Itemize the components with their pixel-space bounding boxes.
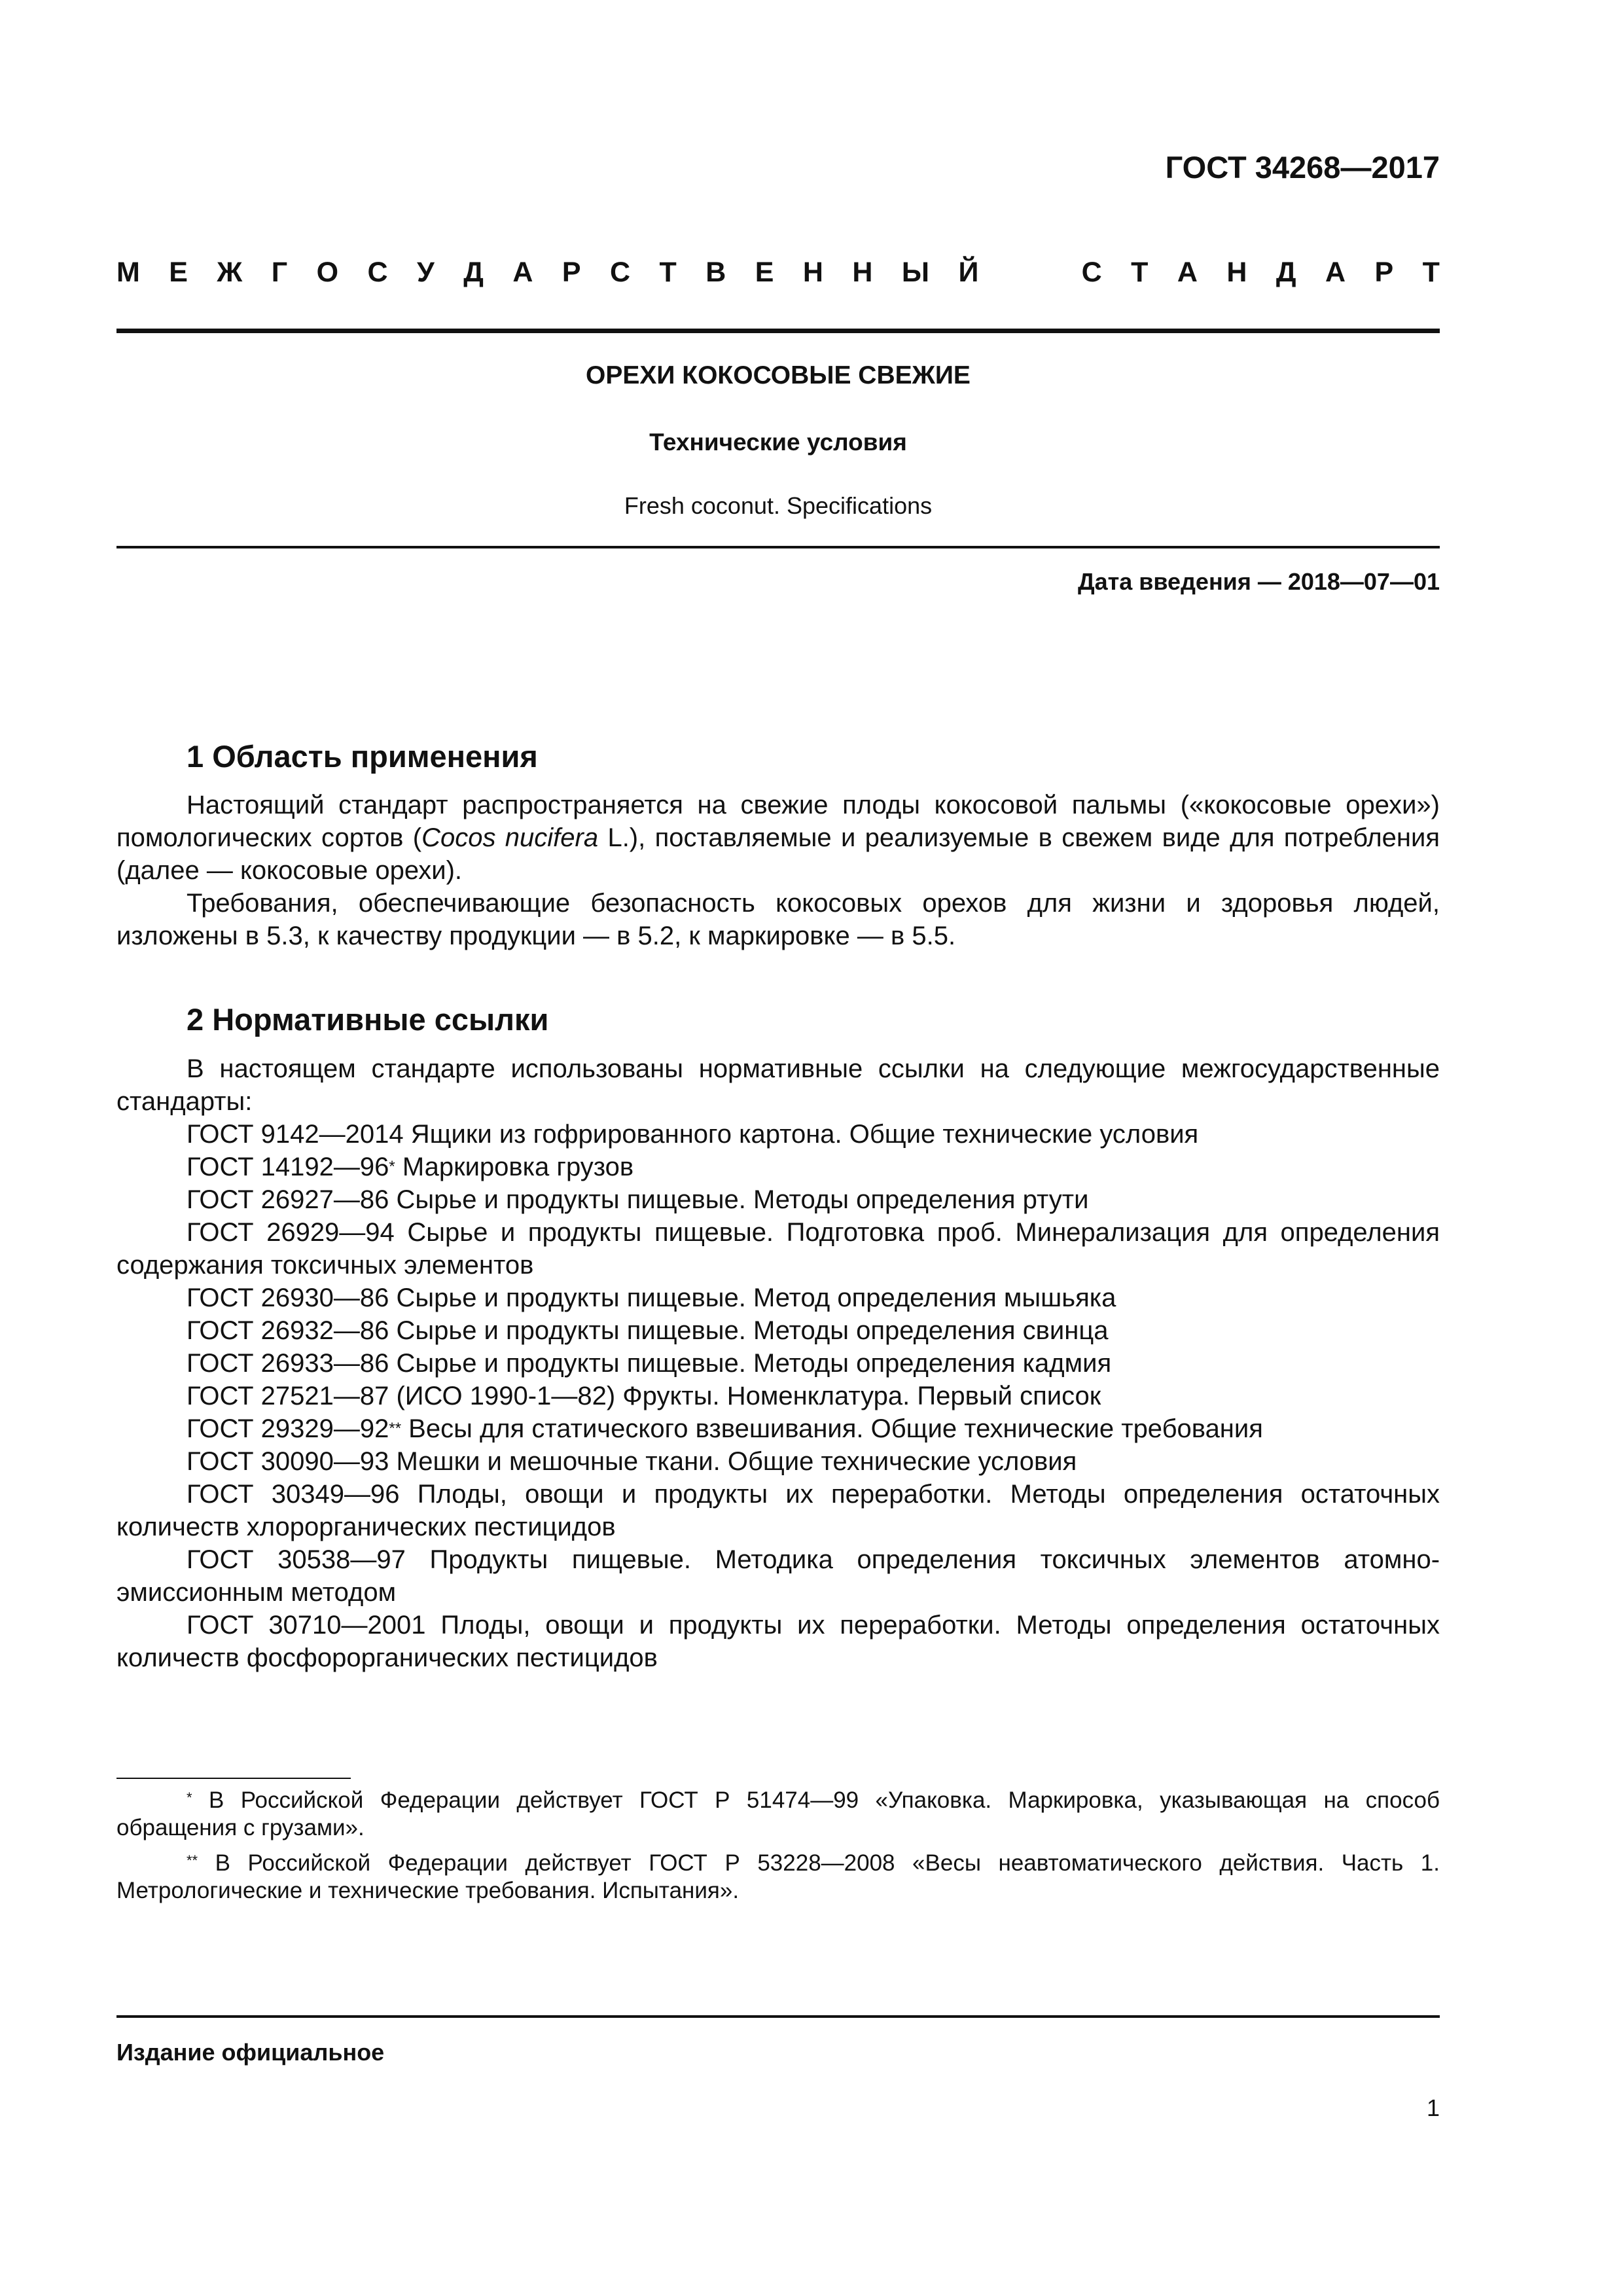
letter: М [116,257,140,288]
letter: Р [1374,257,1394,288]
normative-references [116,1052,1440,1674]
letter: А [1177,257,1198,288]
english-title: Fresh coconut. Specifications [624,492,933,519]
letter [1008,257,1016,289]
letter [1044,257,1052,289]
letter: Т [659,257,677,288]
reference-item: ГОСТ 30349—96 Плоды, овощи и продукты их переработки. Методы определения остаточных количеств хлорорганических пестицидов [116,1480,1440,1541]
footnote-divider [116,1778,351,1779]
reference-item: ГОСТ 29329—92** Весы для статического взвешивания. Общие технические требования [187,1414,1263,1443]
document-title: ОРЕХИ КОКОСОВЫЕ СВЕЖИЕ [586,361,971,389]
letter: Н [802,257,823,288]
letter: Р [562,257,581,288]
letter: Д [1275,257,1296,288]
letter: В [705,257,726,288]
section-1-paragraph-1: Настоящий стандарт распространяется на свежие плоды кокосовой пальмы («кокосовые орехи») помологических сортов (Cocos nucifera L.), поставляемые и реализуемые в свежем виде для потребления (далее — кокосовые орехи). [116,791,1440,885]
section-2-heading: 2 Нормативные ссылки [187,1002,549,1037]
standard-type-heading [116,257,1440,289]
section-1-body [116,789,1440,952]
letter: У [417,257,435,288]
page-number: 1 [1426,2094,1440,2121]
letter: А [512,257,533,288]
letter: Ж [217,257,243,288]
reference-item: ГОСТ 26929—94 Сырье и продукты пищевые. Подготовка проб. Минерализация для определения содержания токсичных элементов [116,1218,1440,1280]
reference-item: ГОСТ 26933—86 Сырье и продукты пищевые. Методы определения кадмия [187,1349,1112,1378]
reference-item: ГОСТ 26930—86 Сырье и продукты пищевые. Метод определения мышьяка [187,1283,1116,1312]
reference-item: ГОСТ 14192—96* Маркировка грузов [187,1153,634,1181]
footnote-1: * В Российской Федерации действует ГОСТ Р 51474—99 «Упаковка. Маркировка, указывающая на способ обращения с грузами». [116,1787,1440,1840]
letter: Е [169,257,188,288]
section-2-intro: В настоящем стандарте использованы нормативные ссылки на следующие межгосударственные стандарты: [116,1054,1440,1116]
reference-item: ГОСТ 26927—86 Сырье и продукты пищевые. Методы определения ртути [187,1185,1089,1214]
letter: С [367,257,388,288]
letter: Д [463,257,484,288]
footnote-2: ** В Российской Федерации действует ГОСТ Р 53228—2008 «Весы неавтоматического действия. Часть 1. Метрологические и технические требования. Испытания». [116,1850,1440,1903]
reference-item: ГОСТ 30710—2001 Плоды, овощи и продукты их переработки. Методы определения остаточных количеств фосфорорганических пестицидов [116,1611,1440,1672]
letter: Е [755,257,774,288]
letter: Н [1226,257,1247,288]
letter: Т [1131,257,1149,288]
document-subtitle: Технические условия [649,429,907,456]
section-1-paragraph-2: Требования, обеспечивающие безопасность кокосовых орехов для жизни и здоровья людей, изложены в 5.3, к качеству продукции — в 5.2, к маркировке — в 5.5. [116,889,1440,950]
header-divider [116,329,1440,333]
letter: А [1325,257,1346,288]
reference-item: ГОСТ 30538—97 Продукты пищевые. Методика определения токсичных элементов атомно-эмиссионным методом [116,1545,1440,1607]
edition-label: Издание официальное [116,2039,385,2066]
footer-divider [116,2015,1440,2018]
letter: Ы [901,257,930,288]
latin-species-name: Cocos nucifera [421,823,599,852]
reference-item: ГОСТ 9142—2014 Ящики из гофрированного картона. Общие технические условия [187,1120,1199,1149]
effective-date: Дата введения — 2018—07—01 [1077,568,1440,595]
letter: Н [852,257,873,288]
document-number: ГОСТ 34268—2017 [1165,150,1440,185]
reference-item: ГОСТ 26932—86 Сырье и продукты пищевые. Методы определения свинца [187,1316,1109,1345]
reference-item: ГОСТ 27521—87 (ИСО 1990-1—82) Фрукты. Номенклатура. Первый список [187,1382,1101,1410]
letter: Й [958,257,979,288]
letter: Г [271,257,288,288]
letter: С [1081,257,1102,288]
letter: Т [1422,257,1440,288]
title-divider [116,546,1440,548]
letter: О [316,257,339,288]
footnotes [116,1787,1440,1912]
section-1-heading: 1 Область применения [187,739,538,774]
letter: С [609,257,631,288]
reference-item: ГОСТ 30090—93 Мешки и мешочные ткани. Общие технические условия [187,1447,1077,1476]
